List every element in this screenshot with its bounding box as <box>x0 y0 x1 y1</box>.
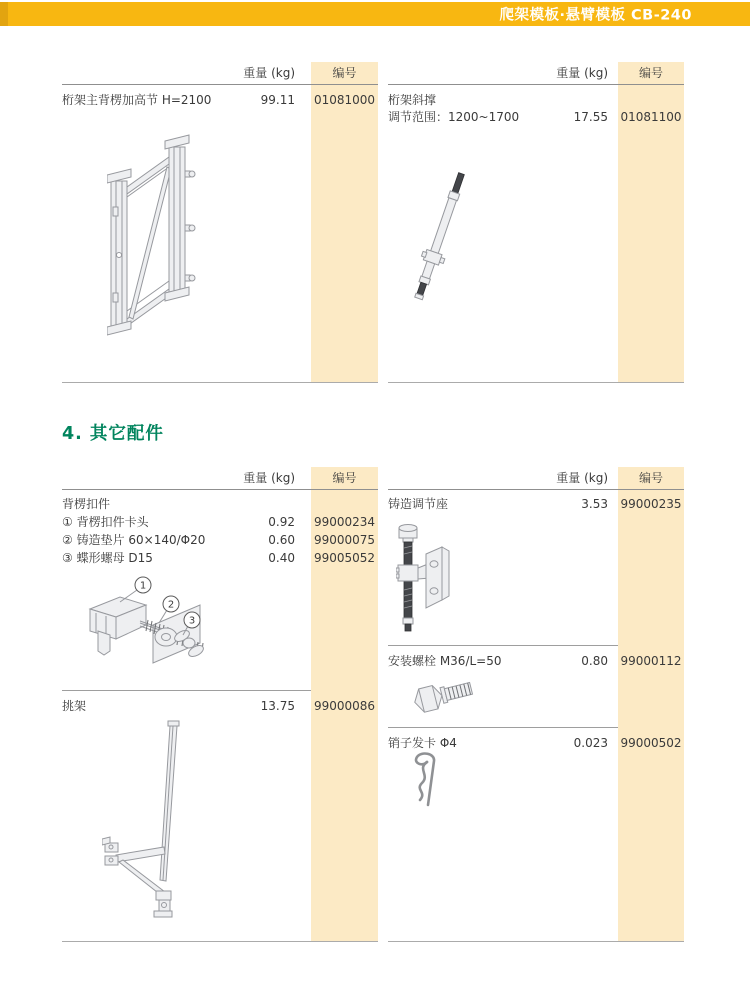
hairpin-clip-drawing <box>404 751 452 809</box>
table-other-parts-left <box>62 467 378 942</box>
truss-frame-drawing <box>107 133 199 345</box>
item-name-line2: 调节范围：1200~1700 <box>388 110 520 124</box>
item-weight: 0.40 <box>268 551 295 565</box>
row-divider <box>62 690 311 691</box>
col-weight-label: 重量 (kg) <box>243 471 295 485</box>
group-title-row <box>62 496 378 513</box>
svg-text:2: 2 <box>167 599 175 611</box>
item-name: 挑架 <box>62 699 87 713</box>
row-divider <box>388 727 618 728</box>
item-name: 安装螺栓 M36/L=50 <box>388 654 502 668</box>
item-weight: 3.53 <box>581 497 608 511</box>
table-row <box>62 532 378 549</box>
col-code-label: 编号 <box>332 66 357 80</box>
table-row <box>62 550 378 567</box>
item-name: ① 背楞扣件卡头 <box>62 515 149 529</box>
diagonal-brace-drawing <box>408 168 472 304</box>
item-code: 01081100 <box>620 110 682 124</box>
table-header <box>388 62 684 85</box>
table-row <box>388 735 684 752</box>
col-code-label: 编号 <box>638 66 663 80</box>
item-code: 99000235 <box>620 497 682 511</box>
code-column-background <box>311 62 378 382</box>
item-name: ③ 蝶形螺母 D15 <box>62 551 153 565</box>
col-code-label: 编号 <box>332 471 357 485</box>
item-code: 99000086 <box>313 699 376 713</box>
item-code: 99000112 <box>620 654 682 668</box>
item-weight: 99.11 <box>260 93 295 107</box>
table-row <box>388 92 684 126</box>
item-name: ② 铸造垫片 60×140/Φ20 <box>62 533 206 547</box>
item-name-line1: 桁架斜撑 <box>388 93 437 107</box>
item-code: 99000075 <box>313 533 376 547</box>
table-row <box>62 514 378 531</box>
item-weight: 0.60 <box>268 533 295 547</box>
item-name: 铸造调节座 <box>388 497 449 511</box>
page-header-bar <box>0 2 750 26</box>
item-name: 销子发卡 Φ4 <box>388 736 457 750</box>
waler-clamp-assembly-drawing <box>82 575 242 691</box>
row-divider <box>388 645 618 646</box>
svg-text:3: 3 <box>188 615 196 627</box>
table-row <box>388 496 684 513</box>
item-weight: 0.80 <box>581 654 608 668</box>
table-truss-riser <box>62 62 378 383</box>
callout-1 <box>120 577 151 602</box>
item-weight: 0.023 <box>573 736 608 750</box>
table-other-parts-right <box>388 467 684 942</box>
col-weight-label: 重量 (kg) <box>556 471 608 485</box>
cantilever-bracket-drawing <box>102 719 242 931</box>
svg-text:1: 1 <box>139 580 147 592</box>
col-code-label: 编号 <box>638 471 663 485</box>
cast-adjuster-seat-drawing <box>396 520 456 640</box>
header-accent-block <box>0 2 8 26</box>
mounting-bolt-drawing <box>410 671 480 721</box>
item-code: 99000502 <box>620 736 682 750</box>
group-title: 背楞扣件 <box>62 497 111 511</box>
page-title: 爬架模板·悬臂模板 CB-240 <box>499 7 692 24</box>
table-header <box>62 467 378 490</box>
item-weight: 13.75 <box>260 699 295 713</box>
item-code: 99000234 <box>313 515 376 529</box>
code-column-background <box>618 467 684 941</box>
col-weight-label: 重量 (kg) <box>556 66 608 80</box>
table-row <box>388 653 684 670</box>
item-name <box>388 92 538 126</box>
col-weight-label: 重量 (kg) <box>243 66 295 80</box>
table-row <box>62 92 378 109</box>
table-header <box>62 62 378 85</box>
item-code: 99005052 <box>313 551 376 565</box>
section-4-title: 4. 其它配件 <box>62 424 164 444</box>
item-weight: 0.92 <box>268 515 295 529</box>
table-diagonal-brace <box>388 62 684 383</box>
item-weight: 17.55 <box>573 110 608 124</box>
item-code: 01081000 <box>313 93 376 107</box>
item-name: 桁架主背楞加高节 H=2100 <box>62 93 212 107</box>
table-row <box>62 698 378 715</box>
table-header <box>388 467 684 490</box>
